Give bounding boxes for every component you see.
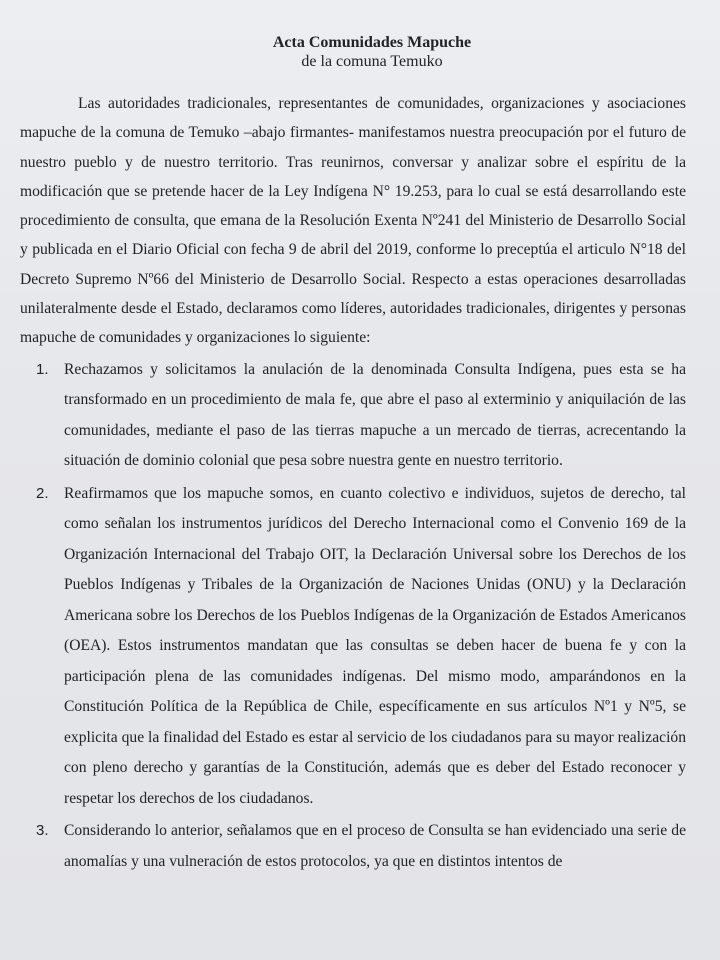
intro-paragraph: Las autoridades tradicionales, representantes de comunidades, organizaciones y asociaciones mapuche de la comuna de Temuko –abajo firmantes- manifestamos nuestra preocupación por el futuro de nuestro pueblo y de nuestro territorio. Tras reunirnos, conversar y analizar sobre el espíritu de la modificación que se pretende hacer de la Ley Indígena N° 19.253, para lo cual se está desarrollando este procedimiento de consulta, que emana de la Resolución Exenta Nº241 del Ministerio de Desarrollo Social y publicada en el Diario Oficial con fecha 9 de abril del 2019, conforme lo preceptúa el articulo N°18 del Decreto Supremo Nº66 del Ministerio de Desarrollo Social. Respecto a estas operaciones desarrolladas unilateralmente desde el Estado, declaramos como líderes, autoridades tradicionales, dirigentes y personas mapuche de comunidades y organizaciones lo siguiente: xyxy=(20,95,686,347)
list-item xyxy=(14,479,686,815)
list-item-number: 1. xyxy=(36,360,49,378)
list-item-text: Reafirmamos que los mapuche somos, en cuanto colectivo e individuos, sujetos de derecho, tal como señalan los instrumentos jurídicos del Derecho Internacional como el Convenio 169 de la Organización Internacional del Trabajo OIT, la Declaración Universal sobre los Derechos de los Pueblos Indígenas y Tribales de la Organización de Naciones Unidas (ONU) y la Declaración Americana sobre los Derechos de los Pueblos Indígenas de la Organización de Estados Americanos (OEA). Estos instrumentos mandatan que las consultas se deben hacer de buena fe y con la participación plena de las comunidades indígenas. Del mismo modo, amparándonos en la Constitución Política de la República de Chile, específicamente en sus artículos Nº1 y Nº5, se explicita que la finalidad del Estado es estar al servicio de los ciudadanos para su mayor realización con pleno derecho y garantías de la Constitución, además que es deber del Estado reconocer y respetar los derechos de los ciudadanos. xyxy=(64,484,686,807)
list-item-number: 2. xyxy=(36,484,49,502)
points-list xyxy=(14,355,686,878)
list-item xyxy=(14,355,686,477)
list-item-text: Considerando lo anterior, señalamos que en el proceso de Consulta se han evidenciado una serie de anomalías y una vulneración de estos protocolos, ya que en distintos intentos de xyxy=(64,822,686,870)
document-subtitle: de la comuna Temuko xyxy=(301,53,443,70)
document-header xyxy=(58,34,686,71)
list-item xyxy=(14,816,686,877)
document-title: Acta Comunidades Mapuche xyxy=(272,34,472,51)
list-item-text: Rechazamos y solicitamos la anulación de la denominada Consulta Indígena, pues esta se ha transformado en un procedimiento de mala fe, que abre el paso al exterminio y aniquilación de las comunidades, mediante el paso de las tierras mapuche a un mercado de tierras, acrecentando la situación de dominio colonial que pesa sobre nuestra gente en nuestro territorio. xyxy=(64,360,686,470)
list-item-number: 3. xyxy=(36,822,49,840)
